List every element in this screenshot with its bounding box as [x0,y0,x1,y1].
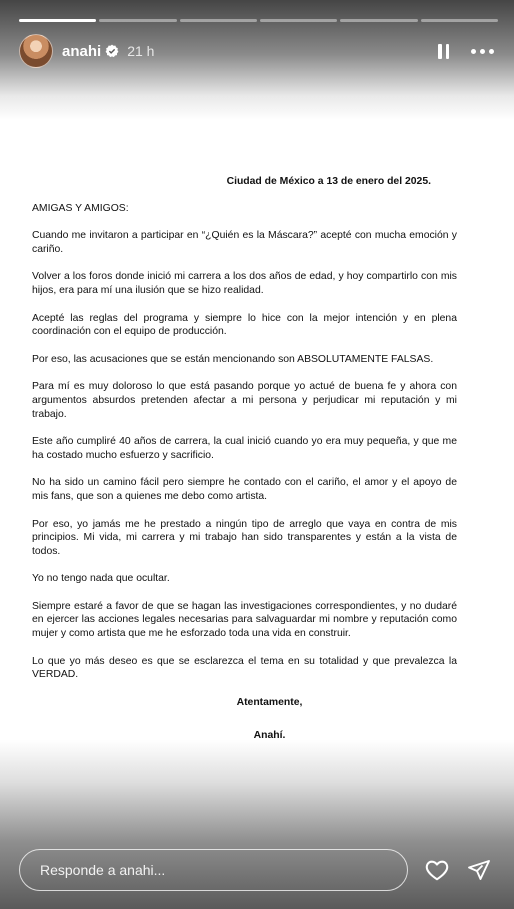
letter-date: Ciudad de México a 13 de enero del 2025. [226,176,431,187]
avatar[interactable] [19,34,53,68]
more-options-icon[interactable] [471,49,494,54]
letter-paragraph: No ha sido un camino fácil pero siempre he contado con el cariño, el amor y el apoyo de mis fans, que son a quienes me debo como artista. [32,477,457,502]
send-icon[interactable] [467,858,491,882]
pause-icon[interactable] [438,43,449,59]
story-progress-bar [19,19,498,22]
progress-segment [180,19,257,22]
letter-closing: Atentamente, [236,696,303,708]
letter-paragraph: Siempre estaré a favor de que se hagan las investigaciones correspondientes, y no dudaré en ejercer las acciones legales necesarias para salvaguardar mi nombre y reputación como mujer y como artista que me he esforzado toda una vida en construir. [32,600,457,640]
letter-paragraph: Este año cumpliré 40 años de carrera, la cual inició cuando yo era muy pequeña, y que me ha costado mucho esfuerzo y sacrificio. [32,436,457,461]
progress-segment [260,19,337,22]
progress-segment [99,19,176,22]
letter-signature: Anahí. [253,730,286,742]
username[interactable]: anahi [62,42,102,60]
verified-badge-icon [105,44,119,58]
letter-paragraph: Yo no tengo nada que ocultar. [32,573,170,585]
letter-paragraph: Cuando me invitaron a participar en “¿Quién es la Máscara?” acepté con mucha emoción y cariño. [32,230,457,255]
letter-document [32,175,457,763]
heart-icon[interactable] [424,857,450,883]
reply-bar [19,848,494,892]
story-header [19,33,494,69]
letter-paragraph: Por eso, las acusaciones que se están mencionando son ABSOLUTAMENTE FALSAS. [32,353,434,365]
progress-segment [340,19,417,22]
letter-greeting: AMIGAS Y AMIGOS: [32,202,129,214]
letter-paragraph: Volver a los foros donde inició mi carrera a los dos años de edad, y hoy compartirlo con mis hijos, era para mí una ilusión que se hizo realidad. [32,271,457,296]
post-time: 21 h [127,43,155,59]
letter-paragraph: Acepté las reglas del programa y siempre lo hice con la mejor intención y en plena coordinación con el equipo de producción. [32,312,457,338]
letter-paragraph: Lo que yo más deseo es que se esclarezca el tema en su totalidad y que prevalezca la VERDAD. [32,655,457,681]
reply-input[interactable] [19,849,408,891]
letter-paragraph: Por eso, yo jamás me he prestado a ningún tipo de arreglo que vaya en contra de mis principios. Mi vida, mi carrera y mi trabajo han sido transparentes y están a la vista de todos. [32,518,457,557]
letter-paragraph: Para mí es muy doloroso lo que está pasando porque yo actué de buena fe y ahora con argumentos absurdos pretenden afectar a mi persona y perjudicar mi reputación y mi trabajo. [32,381,457,420]
progress-segment [421,19,498,22]
progress-segment [19,19,96,22]
